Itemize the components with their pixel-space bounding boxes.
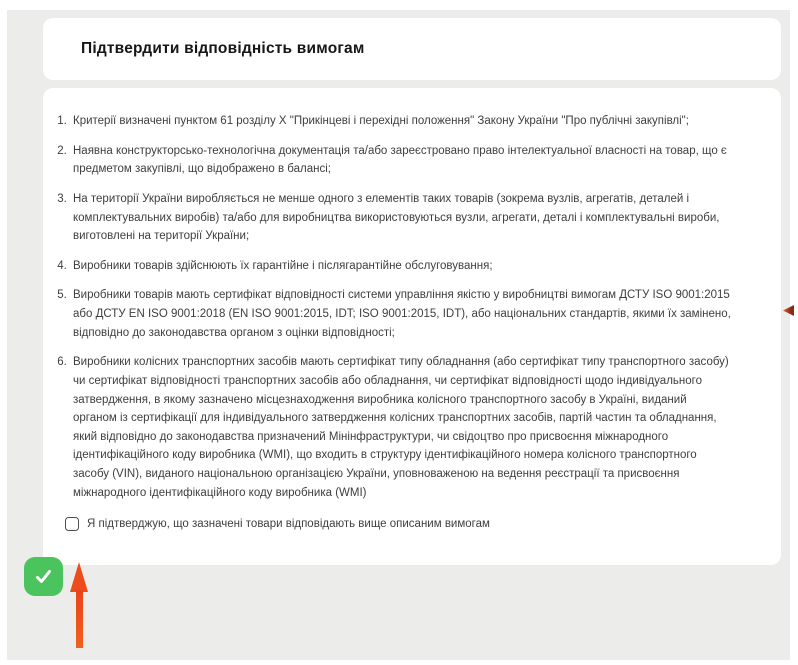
confirm-checkbox-row: [65, 517, 731, 531]
arrow-shaft: [76, 590, 83, 648]
requirement-item-6: 6. Виробники колісних транспортних засобів мають сертифікат типу обладнання (або сертифікат типу транспортного засобу) чи сертифікат відповідності транспортних засобів або обладнання, чи сертифікат відповідності щодо індивідуального затвердження, в якому зазначено місцезнаходження виробника колісного транспортного засобу в Україні, виданий органом із сертифікації для індивідуального затвердження колісних транспортних засобів, партій частин та обладнання, який відповідно до законодавства призначений Мінінфраструктури, чи свідоцтво про присвоєння міжнародного ідентифікаційного коду виробника (WMI), що входить в структуру ідентифікаційного номера колісного транспортного засобу (VIN), виданого національною організацією України, уповноваженою на ведення реєстрації та присвоєння міжнародного ідентифікаційного коду виробника (WMI): [70, 353, 731, 502]
confirm-requirements-checkbox[interactable]: [65, 517, 79, 531]
checkmark-icon: [33, 566, 54, 587]
cursor-left-icon: [783, 305, 794, 316]
confirm-checkbox-label[interactable]: Я підтверджую, що зазначені товари відповідають вище описаним вимогам: [87, 518, 490, 531]
modal-header: [43, 18, 781, 80]
modal-title: Підтвердити відповідність вимогам: [81, 40, 365, 57]
requirement-item-1: 1. Критерії визначені пунктом 61 розділу X "Прикінцеві і перехідні положення" Закону України "Про публічні закупівлі";: [70, 112, 731, 131]
requirement-item-2: 2. Наявна конструкторсько-технологічна документація та/або зареєстровано право інтелектуальної власності на товар, що є предметом закупівлі, що відображено в балансі;: [70, 142, 731, 179]
arrow-up-icon: [70, 562, 89, 648]
arrow-head: [70, 562, 88, 592]
modal-body: [43, 88, 781, 565]
requirements-list: [43, 112, 731, 502]
requirement-item-4: 4. Виробники товарів здійснюють їх гарантійне і післягарантійне обслуговування;: [70, 257, 731, 276]
requirement-item-5: 5. Виробники товарів мають сертифікат відповідності системи управління якістю у виробництві вимогам ДСТУ ISO 9001:2015 або ДСТУ EN ISO 9001:2018 (EN ISO 9001:2015, IDT; ISO 9001:2015, IDT), або національних стандартів, якими їх замінено, відповідно до законодавства органом з оцінки відповідності;: [70, 286, 731, 342]
confirm-button[interactable]: [24, 557, 63, 596]
requirement-item-3: 3. На території України виробляється не менше одного з елементів таких товарів (зокрема вузлів, агрегатів, деталей і комплектувальних виробів) та/або для виробництва використовуються вузли, агрегати, деталі і комплектувальні вироби, виготовлені на території України;: [70, 190, 731, 246]
content-area: [7, 10, 790, 660]
